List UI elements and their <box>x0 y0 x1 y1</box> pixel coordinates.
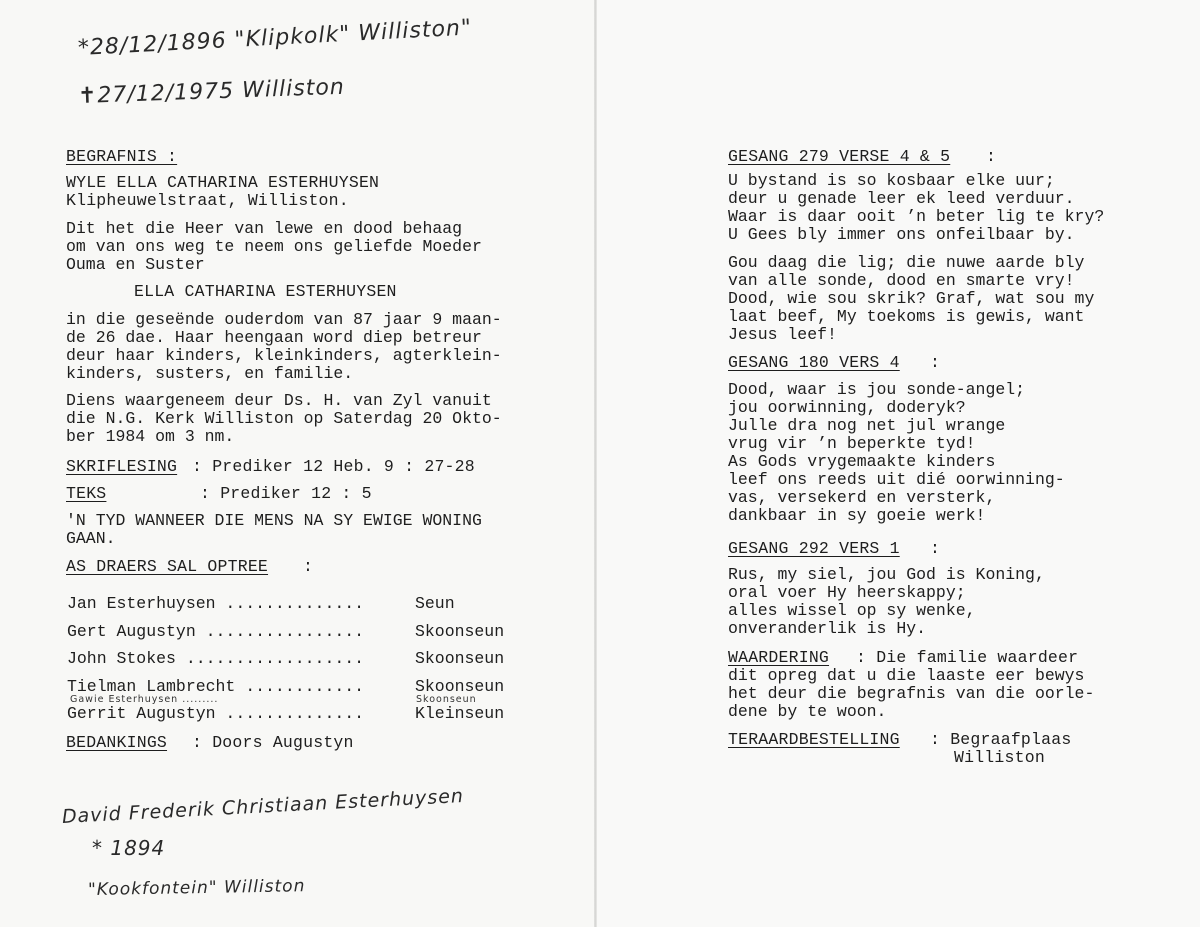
hymn-line: jou oorwinning, doderyk? <box>728 398 966 417</box>
thanks-label: BEDANKINGS <box>66 733 168 752</box>
hymn-line: van alle sonde, dood en smarte vry! <box>728 271 1075 290</box>
bearer-row <box>67 704 527 722</box>
bearer-row <box>67 622 527 640</box>
hymn-line: Rus, my siel, jou God is Koning, <box>728 565 1045 584</box>
hymn-line: dankbaar in sy goeie werk! <box>728 506 986 525</box>
hymn-line: Dood, waar is jou sonde-angel; <box>728 380 1026 399</box>
bearer-role: Kleinseun <box>415 704 505 723</box>
intro-line: om van ons weg te neem ons geliefde Moeder <box>66 237 482 256</box>
service-line: die N.G. Kerk Williston op Saterdag 20 Okto- <box>66 409 502 428</box>
handwritten-birth-note: *28/12/1896 "Klipkolk" Williston" <box>77 15 473 61</box>
bearer-role: Skoonseun <box>415 649 505 668</box>
text-label: TEKS <box>66 484 107 503</box>
hymn2-colon: : <box>930 353 941 372</box>
text-value: : Prediker 12 : 5 <box>200 484 372 503</box>
age-paragraph <box>66 311 502 383</box>
hymn-line: U Gees bly immer ons onfeilbaar by. <box>728 225 1075 244</box>
hymn-line: Waar is daar ooit ’n beter lig te kry? <box>728 207 1105 226</box>
age-line: kinders, susters, en familie. <box>66 364 354 383</box>
age-line: deur haar kinders, kleinkinders, agterklein- <box>66 346 502 365</box>
bearer-row <box>67 649 527 667</box>
bearer-role: Skoonseun <box>415 677 505 696</box>
appreciation-text <box>728 667 1094 721</box>
hymn-line: oral voer Hy heerskappy; <box>728 583 966 602</box>
text-quote <box>66 512 482 548</box>
deceased-line: WYLE ELLA CATHARINA ESTERHUYSEN <box>66 173 380 192</box>
quote-line: GAAN. <box>66 529 116 548</box>
burial-value-2: Williston <box>954 748 1045 767</box>
service-line: Diens waargeneem deur Ds. H. van Zyl vanuit <box>66 391 492 410</box>
hymn3-colon: : <box>930 539 941 558</box>
hymn-line: leef ons reeds uit dié oorwinning- <box>728 470 1065 489</box>
thanks-value: : Doors Augustyn <box>192 733 354 752</box>
quote-line: 'N TYD WANNEER DIE MENS NA SY EWIGE WONING <box>66 511 482 530</box>
intro-line: Dit het die Heer van lewe en dood behaag <box>66 219 463 238</box>
handwritten-place: "Kookfontein" Williston <box>87 876 306 900</box>
bearer-role: Skoonseun <box>415 622 505 641</box>
appreciation-line: dene by te woon. <box>728 702 887 721</box>
hymn1-colon: : <box>986 147 997 166</box>
hymn-line: As Gods vrygemaakte kinders <box>728 452 996 471</box>
burial-label: TERAARDBESTELLING <box>728 730 900 749</box>
service-paragraph <box>66 392 502 446</box>
hymn1-verse-2 <box>728 254 1094 344</box>
handwritten-insert-role: Skoonseun <box>416 694 477 705</box>
hymn-line: vrug vir ’n beperkte tyd! <box>728 434 976 453</box>
address-line: Klipheuwelstraat, Williston. <box>66 191 349 210</box>
intro-line: Ouma en Suster <box>66 255 205 274</box>
bearer-name: Jan Esterhuysen .............. <box>67 594 365 613</box>
scripture-reading-value: : Prediker 12 Heb. 9 : 27-28 <box>192 457 475 476</box>
bearers-label: AS DRAERS SAL OPTREE <box>66 557 269 576</box>
age-line: de 26 dae. Haar heengaan word diep betreur <box>66 328 482 347</box>
bearer-role: Seun <box>415 594 455 613</box>
hymn-line: Gou daag die lig; die nuwe aarde bly <box>728 253 1085 272</box>
bearer-name: John Stokes .................. <box>67 649 365 668</box>
page-fold <box>594 0 597 927</box>
hymn-line: alles wissel op sy wenke, <box>728 601 976 620</box>
bearer-name: Gerrit Augustyn .............. <box>67 704 365 723</box>
intro-paragraph <box>66 220 482 274</box>
hymn3-title: GESANG 292 VERS 1 <box>728 539 900 558</box>
hymn1-verse <box>728 172 1104 244</box>
burial-value: : Begraafplaas <box>930 730 1072 749</box>
hymn2-title: GESANG 180 VERS 4 <box>728 353 900 372</box>
bearer-row <box>67 594 527 612</box>
bearer-name: Gert Augustyn ................ <box>67 622 365 641</box>
hymn-line: Jesus leef! <box>728 325 837 344</box>
service-line: ber 1984 om 3 nm. <box>66 427 235 446</box>
funeral-heading: BEGRAFNIS : <box>66 147 178 166</box>
appreciation-line: dit opreg dat u die laaste eer bewys <box>728 666 1085 685</box>
age-line: in die geseënde ouderdom van 87 jaar 9 maan- <box>66 310 502 329</box>
hymn-line: onveranderlik is Hy. <box>728 619 927 638</box>
handwritten-name: David Frederik Christiaan Esterhuysen <box>61 784 465 828</box>
handwritten-insert-name: Gawie Esterhuysen ......... <box>70 694 219 705</box>
scripture-reading-label: SKRIFLESING <box>66 457 178 476</box>
deceased-name: ELLA CATHARINA ESTERHUYSEN <box>134 282 397 301</box>
appreciation-line-1: : Die familie waardeer <box>856 648 1079 667</box>
bearer-row <box>67 677 527 695</box>
hymn-line: deur u genade leer ek leed verduur. <box>728 189 1075 208</box>
appreciation-label: WAARDERING <box>728 648 830 667</box>
handwritten-death-note: ✝27/12/1975 Williston <box>77 74 346 109</box>
hymn-line: Julle dra nog net jul wrange <box>728 416 1006 435</box>
appreciation-line: het deur die begrafnis van die oorle- <box>728 684 1095 703</box>
hymn3-verse <box>728 566 1045 638</box>
hymn-line: laat beef, My toekoms is gewis, want <box>728 307 1085 326</box>
bearer-name: Tielman Lambrecht ............ <box>67 677 365 696</box>
hymn2-verse <box>728 381 1065 525</box>
handwritten-year: * 1894 <box>92 836 166 860</box>
hymn-line: vas, versekerd en versterk, <box>728 488 996 507</box>
hymn-line: Dood, wie sou skrik? Graf, wat sou my <box>728 289 1095 308</box>
hymn-line: U bystand is so kosbaar elke uur; <box>728 171 1055 190</box>
bearers-colon: : <box>303 557 314 576</box>
hymn1-title: GESANG 279 VERSE 4 & 5 <box>728 147 951 166</box>
